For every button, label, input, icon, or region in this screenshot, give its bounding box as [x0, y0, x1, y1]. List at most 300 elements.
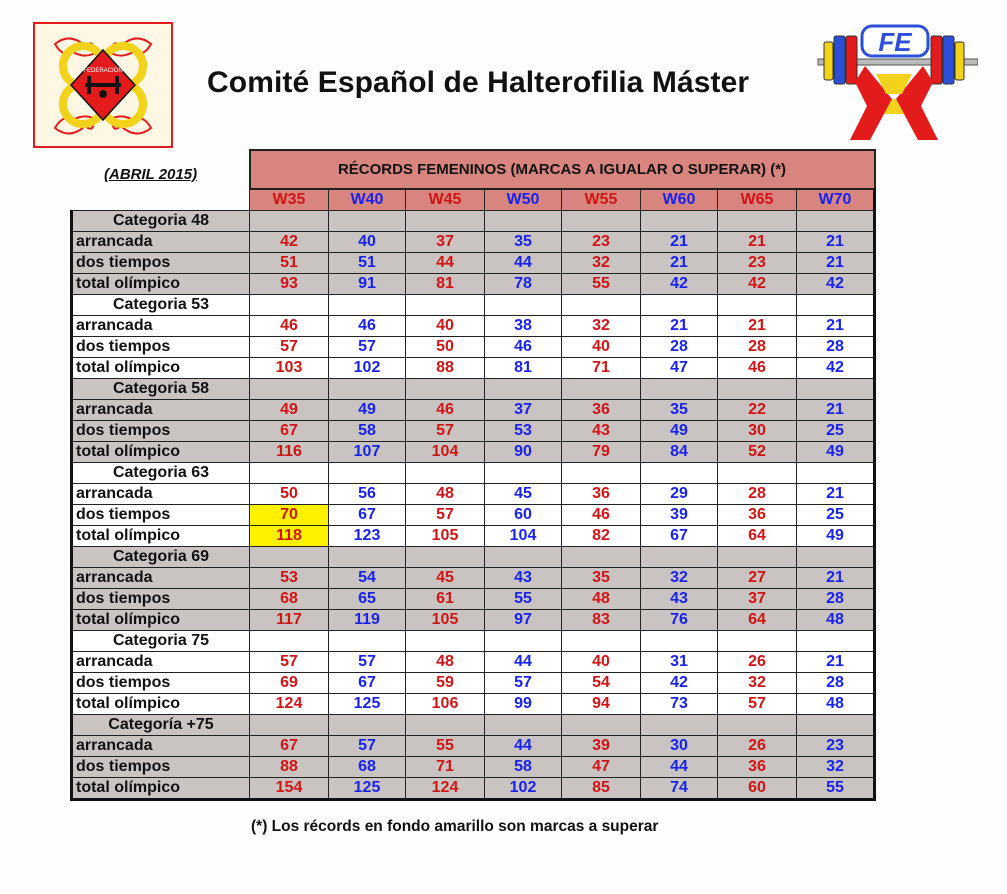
age-group-header-row	[72, 189, 875, 211]
record-value: 35	[641, 400, 718, 421]
record-value: 64	[718, 610, 797, 631]
empty-cell	[250, 379, 329, 400]
lift-label: arrancada	[72, 736, 250, 757]
record-value: 67	[641, 526, 718, 547]
record-value: 21	[797, 400, 875, 421]
record-value: 55	[485, 589, 562, 610]
record-value: 49	[329, 400, 406, 421]
date-label: (ABRIL 2015)	[104, 166, 198, 183]
records-table-wrapper	[70, 149, 876, 801]
record-value: 46	[718, 358, 797, 379]
record-value: 25	[797, 505, 875, 526]
record-value: 76	[641, 610, 718, 631]
lift-label: arrancada	[72, 652, 250, 673]
record-value: 84	[641, 442, 718, 463]
record-value: 48	[562, 589, 641, 610]
category-row	[72, 715, 875, 736]
empty-cell	[406, 547, 485, 568]
age-group-header-w35: W35	[250, 189, 329, 211]
empty-cell	[329, 547, 406, 568]
record-value: 67	[250, 736, 329, 757]
record-value: 32	[562, 253, 641, 274]
record-value: 26	[718, 652, 797, 673]
record-value: 104	[406, 442, 485, 463]
table-row	[72, 757, 875, 778]
record-value: 52	[718, 442, 797, 463]
table-row	[72, 736, 875, 757]
empty-cell	[641, 547, 718, 568]
record-value: 69	[250, 673, 329, 694]
empty-cell	[797, 211, 875, 232]
category-row	[72, 463, 875, 484]
lift-label: total olímpico	[72, 274, 250, 295]
record-value: 42	[641, 673, 718, 694]
record-value: 64	[718, 526, 797, 547]
empty-cell	[250, 211, 329, 232]
record-value: 42	[797, 358, 875, 379]
category-label: Categoria 69	[72, 547, 250, 568]
record-value: 21	[641, 253, 718, 274]
record-value: 117	[250, 610, 329, 631]
record-value: 38	[485, 316, 562, 337]
record-value: 43	[562, 421, 641, 442]
record-value: 85	[562, 778, 641, 800]
record-value: 48	[406, 652, 485, 673]
empty-cell	[562, 715, 641, 736]
record-value: 51	[329, 253, 406, 274]
empty-cell	[797, 547, 875, 568]
age-group-header-w60: W60	[641, 189, 718, 211]
record-value: 36	[718, 757, 797, 778]
record-value: 103	[250, 358, 329, 379]
empty-cell	[718, 211, 797, 232]
record-value: 50	[250, 484, 329, 505]
record-value: 21	[718, 232, 797, 253]
table-row	[72, 337, 875, 358]
record-value: 83	[562, 610, 641, 631]
empty-cell	[485, 463, 562, 484]
lift-label: dos tiempos	[72, 505, 250, 526]
record-value: 54	[329, 568, 406, 589]
age-group-header-w50: W50	[485, 189, 562, 211]
record-value: 90	[485, 442, 562, 463]
empty-cell	[562, 631, 641, 652]
record-value: 28	[797, 673, 875, 694]
empty-cell	[329, 715, 406, 736]
table-row	[72, 610, 875, 631]
record-value: 105	[406, 610, 485, 631]
table-row	[72, 526, 875, 547]
record-value: 26	[718, 736, 797, 757]
record-value: 43	[485, 568, 562, 589]
record-value: 21	[797, 652, 875, 673]
footnote: (*) Los récords en fondo amarillo son marcas a superar	[251, 818, 659, 835]
lift-label: total olímpico	[72, 694, 250, 715]
record-value: 32	[641, 568, 718, 589]
empty-cell	[718, 379, 797, 400]
record-value: 55	[562, 274, 641, 295]
empty-cell	[797, 295, 875, 316]
federation-logo-left	[33, 22, 173, 148]
record-value: 82	[562, 526, 641, 547]
record-value: 21	[641, 316, 718, 337]
lift-label: dos tiempos	[72, 253, 250, 274]
record-value: 21	[797, 568, 875, 589]
record-value: 42	[250, 232, 329, 253]
lift-label: arrancada	[72, 316, 250, 337]
record-value: 28	[797, 337, 875, 358]
record-value: 125	[329, 778, 406, 800]
empty-cell	[562, 295, 641, 316]
record-value: 43	[641, 589, 718, 610]
logo-left-text: FEDERACIÓN	[83, 68, 123, 74]
record-value: 56	[329, 484, 406, 505]
lift-label: arrancada	[72, 568, 250, 589]
lift-label: arrancada	[72, 484, 250, 505]
record-value: 49	[797, 526, 875, 547]
empty-cell	[329, 295, 406, 316]
table-row	[72, 673, 875, 694]
empty-cell	[641, 463, 718, 484]
empty-cell	[406, 715, 485, 736]
record-value: 51	[250, 253, 329, 274]
record-value: 60	[485, 505, 562, 526]
lift-label: dos tiempos	[72, 673, 250, 694]
empty-cell	[562, 211, 641, 232]
record-value: 44	[485, 652, 562, 673]
logo-right-text: FE	[878, 27, 912, 57]
record-value: 61	[406, 589, 485, 610]
empty-cell	[562, 547, 641, 568]
record-value: 46	[329, 316, 406, 337]
record-value: 42	[641, 274, 718, 295]
empty-cell	[485, 295, 562, 316]
record-value: 42	[797, 274, 875, 295]
category-label: Categoria 48	[72, 211, 250, 232]
record-value: 123	[329, 526, 406, 547]
record-value: 37	[718, 589, 797, 610]
lift-label: dos tiempos	[72, 421, 250, 442]
record-value: 54	[562, 673, 641, 694]
empty-cell	[641, 379, 718, 400]
lift-label: dos tiempos	[72, 757, 250, 778]
record-value: 32	[797, 757, 875, 778]
record-value: 25	[797, 421, 875, 442]
lift-label: arrancada	[72, 232, 250, 253]
empty-cell	[406, 463, 485, 484]
empty-cell	[485, 379, 562, 400]
category-label: Categoría +75	[72, 715, 250, 736]
record-value: 23	[718, 253, 797, 274]
record-value: 68	[250, 589, 329, 610]
empty-cell	[641, 211, 718, 232]
record-value: 50	[406, 337, 485, 358]
record-value: 102	[485, 778, 562, 800]
record-value: 55	[406, 736, 485, 757]
record-value: 74	[641, 778, 718, 800]
empty-cell	[250, 295, 329, 316]
record-value: 21	[641, 232, 718, 253]
record-value: 94	[562, 694, 641, 715]
empty-cell	[641, 295, 718, 316]
record-value: 28	[797, 589, 875, 610]
empty-cell	[406, 211, 485, 232]
table-row	[72, 778, 875, 800]
record-value: 119	[329, 610, 406, 631]
empty-cell	[485, 547, 562, 568]
record-value: 65	[329, 589, 406, 610]
empty-cell	[406, 295, 485, 316]
empty-cell	[329, 211, 406, 232]
record-value: 46	[250, 316, 329, 337]
empty-cell	[641, 631, 718, 652]
record-value: 30	[718, 421, 797, 442]
record-value: 44	[485, 736, 562, 757]
record-value: 93	[250, 274, 329, 295]
record-value: 45	[406, 568, 485, 589]
table-title-row	[72, 150, 875, 189]
record-value: 97	[485, 610, 562, 631]
record-value: 88	[406, 358, 485, 379]
record-value: 59	[406, 673, 485, 694]
record-value: 46	[406, 400, 485, 421]
table-row	[72, 589, 875, 610]
table-row	[72, 274, 875, 295]
record-value: 67	[329, 673, 406, 694]
record-value: 48	[797, 610, 875, 631]
record-value: 53	[485, 421, 562, 442]
table-row	[72, 568, 875, 589]
empty-cell	[250, 631, 329, 652]
record-value: 21	[718, 316, 797, 337]
record-value: 79	[562, 442, 641, 463]
category-label: Categoria 58	[72, 379, 250, 400]
record-value: 60	[718, 778, 797, 800]
record-value: 107	[329, 442, 406, 463]
record-value: 154	[250, 778, 329, 800]
table-title: RÉCORDS FEMENINOS (MARCAS A IGUALAR O SUPERAR) (*)	[250, 150, 875, 189]
table-row	[72, 442, 875, 463]
record-value: 44	[406, 253, 485, 274]
record-value: 81	[485, 358, 562, 379]
age-group-header-w45: W45	[406, 189, 485, 211]
record-value: 31	[641, 652, 718, 673]
lift-label: total olímpico	[72, 442, 250, 463]
empty-cell	[718, 715, 797, 736]
record-value: 44	[485, 253, 562, 274]
empty-cell	[250, 547, 329, 568]
federation-logo-right	[810, 24, 978, 144]
record-value: 58	[485, 757, 562, 778]
record-value: 124	[406, 778, 485, 800]
record-value: 71	[406, 757, 485, 778]
record-value: 37	[485, 400, 562, 421]
empty-cell	[718, 631, 797, 652]
table-row	[72, 505, 875, 526]
record-value: 57	[329, 652, 406, 673]
empty-cell	[797, 463, 875, 484]
record-value: 125	[329, 694, 406, 715]
age-group-header-w55: W55	[562, 189, 641, 211]
record-value: 57	[406, 421, 485, 442]
record-value: 40	[562, 337, 641, 358]
empty-cell	[485, 715, 562, 736]
record-value: 81	[406, 274, 485, 295]
record-value: 46	[562, 505, 641, 526]
empty-cell	[250, 463, 329, 484]
empty-cell	[641, 715, 718, 736]
empty-cell	[718, 295, 797, 316]
record-value: 48	[797, 694, 875, 715]
record-value: 68	[329, 757, 406, 778]
blank-corner	[72, 150, 250, 189]
record-value: 29	[641, 484, 718, 505]
record-value: 57	[718, 694, 797, 715]
category-label: Categoria 75	[72, 631, 250, 652]
record-value: 49	[797, 442, 875, 463]
empty-cell	[250, 715, 329, 736]
blank-corner	[72, 189, 250, 211]
record-value: 49	[641, 421, 718, 442]
lift-label: arrancada	[72, 400, 250, 421]
record-value: 73	[641, 694, 718, 715]
empty-cell	[718, 463, 797, 484]
record-value: 40	[406, 316, 485, 337]
record-value: 40	[329, 232, 406, 253]
table-row	[72, 253, 875, 274]
empty-cell	[718, 547, 797, 568]
record-value: 57	[329, 337, 406, 358]
category-row	[72, 547, 875, 568]
record-value: 35	[562, 568, 641, 589]
record-value: 57	[329, 736, 406, 757]
empty-cell	[797, 379, 875, 400]
record-value: 105	[406, 526, 485, 547]
lift-label: total olímpico	[72, 358, 250, 379]
record-value: 102	[329, 358, 406, 379]
record-value: 35	[485, 232, 562, 253]
record-value: 39	[562, 736, 641, 757]
record-value: 67	[329, 505, 406, 526]
empty-cell	[485, 211, 562, 232]
record-value: 71	[562, 358, 641, 379]
record-value: 116	[250, 442, 329, 463]
empty-cell	[406, 631, 485, 652]
age-group-header-w40: W40	[329, 189, 406, 211]
category-row	[72, 379, 875, 400]
empty-cell	[485, 631, 562, 652]
table-row	[72, 400, 875, 421]
record-value: 57	[250, 337, 329, 358]
record-value: 37	[406, 232, 485, 253]
lift-label: dos tiempos	[72, 589, 250, 610]
record-value: 36	[562, 400, 641, 421]
lift-label: total olímpico	[72, 526, 250, 547]
table-row	[72, 421, 875, 442]
record-value: 46	[485, 337, 562, 358]
category-label: Categoria 63	[72, 463, 250, 484]
record-value: 28	[718, 337, 797, 358]
records-table	[70, 149, 876, 801]
record-value: 57	[485, 673, 562, 694]
record-value: 124	[250, 694, 329, 715]
record-value: 32	[562, 316, 641, 337]
empty-cell	[406, 379, 485, 400]
record-value: 53	[250, 568, 329, 589]
table-row	[72, 484, 875, 505]
record-value: 99	[485, 694, 562, 715]
table-row	[72, 652, 875, 673]
record-value: 48	[406, 484, 485, 505]
record-value: 21	[797, 316, 875, 337]
record-value: 39	[641, 505, 718, 526]
page-title: Comité Español de Halterofilia Máster	[207, 66, 750, 99]
record-value: 47	[562, 757, 641, 778]
record-value: 47	[641, 358, 718, 379]
record-value: 118	[250, 526, 329, 547]
record-value: 88	[250, 757, 329, 778]
record-value: 23	[797, 736, 875, 757]
age-group-header-w65: W65	[718, 189, 797, 211]
empty-cell	[329, 379, 406, 400]
empty-cell	[562, 379, 641, 400]
empty-cell	[562, 463, 641, 484]
record-value: 21	[797, 253, 875, 274]
record-value: 49	[250, 400, 329, 421]
table-row	[72, 316, 875, 337]
empty-cell	[329, 463, 406, 484]
empty-cell	[797, 715, 875, 736]
record-value: 57	[250, 652, 329, 673]
record-value: 32	[718, 673, 797, 694]
record-value: 36	[718, 505, 797, 526]
lift-label: total olímpico	[72, 778, 250, 800]
record-value: 30	[641, 736, 718, 757]
empty-cell	[329, 631, 406, 652]
record-value: 42	[718, 274, 797, 295]
category-label: Categoria 53	[72, 295, 250, 316]
record-value: 28	[641, 337, 718, 358]
category-row	[72, 631, 875, 652]
record-value: 78	[485, 274, 562, 295]
lift-label: dos tiempos	[72, 337, 250, 358]
category-row	[72, 295, 875, 316]
category-row	[72, 211, 875, 232]
record-value: 44	[641, 757, 718, 778]
record-value: 104	[485, 526, 562, 547]
record-value: 57	[406, 505, 485, 526]
table-row	[72, 694, 875, 715]
lift-label: total olímpico	[72, 610, 250, 631]
record-value: 70	[250, 505, 329, 526]
record-value: 21	[797, 484, 875, 505]
record-value: 55	[797, 778, 875, 800]
record-value: 23	[562, 232, 641, 253]
record-value: 67	[250, 421, 329, 442]
record-value: 21	[797, 232, 875, 253]
record-value: 36	[562, 484, 641, 505]
record-value: 91	[329, 274, 406, 295]
record-value: 45	[485, 484, 562, 505]
record-value: 22	[718, 400, 797, 421]
record-value: 40	[562, 652, 641, 673]
record-value: 28	[718, 484, 797, 505]
empty-cell	[797, 631, 875, 652]
table-row	[72, 358, 875, 379]
table-row	[72, 232, 875, 253]
record-value: 27	[718, 568, 797, 589]
record-value: 58	[329, 421, 406, 442]
